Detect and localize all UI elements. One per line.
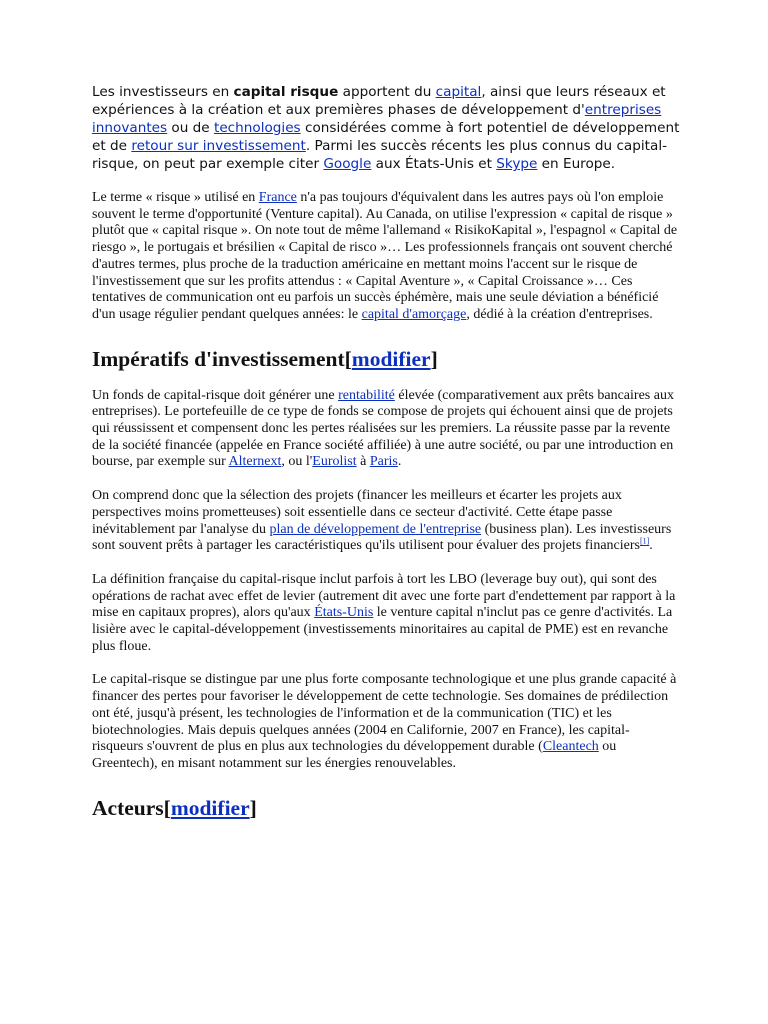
paragraph-terme-risque	[92, 190, 680, 324]
link-capital[interactable]: capital	[435, 84, 482, 100]
text: La définition française du capital-risque inclut parfois à tort les LBO (leverage buy out), qui sont des opérations de rachat avec effet de levier (autrement dit avec une forte part d'endettement par rapport à la mise en capitaux propres), alors qu'aux	[92, 571, 676, 621]
text: , ainsi que leurs réseaux et expériences à la création et aux premières phases de développement d'	[92, 84, 666, 118]
link-alternext[interactable]: Alternext	[228, 454, 282, 470]
paragraph-selection-projets	[92, 488, 680, 555]
paragraph-definition-lbo	[92, 572, 680, 656]
text: ou de	[167, 120, 214, 136]
link-etats-unis[interactable]: États-Unis	[314, 605, 374, 621]
bold-term: capital risque	[233, 84, 339, 100]
bracket: ]	[430, 346, 438, 371]
text: , ou l'	[281, 454, 313, 470]
text: Le terme « risque » utilisé en	[92, 190, 259, 205]
text: en Europe.	[537, 156, 616, 172]
paragraph-technologie	[92, 672, 680, 772]
bracket: [	[344, 346, 352, 371]
link-eurolist[interactable]: Eurolist	[312, 454, 357, 470]
text: .	[397, 454, 402, 470]
bracket: [	[163, 795, 171, 820]
text: élevée (comparativement aux prêts bancaires aux entreprises). Le portefeuille de ce type de fonds se compose de projets qui échouent ainsi que de projets qui réussissent et compensent donc les pertes réalisées sur les premiers. La réussite passe par la revente de la société financée (appelée en France société affiliée) à une autre société, ou par une introduction en bourse, par exemple sur	[92, 387, 674, 470]
edit-section-link[interactable]: modifier	[351, 346, 431, 371]
link-entreprises[interactable]: entreprises	[584, 102, 662, 118]
link-capital-amorcage[interactable]: capital d'amorçage	[361, 306, 467, 322]
text: Le capital-risque se distingue par une plus forte composante technologique et une plus grande capacité à financer des pertes pour favoriser le développement de cette technologie. Ses domaines de prédilection ont été, jusqu'à présent, les technologies de l'information et de la communication (TIC) et les biotechnologies. Mais depuis quelques années (2004 en Californie, 2007 en France), les capital-risqueurs s'ouvrent de plus en plus aux technologies du développement durable (	[92, 672, 677, 755]
text: aux États-Unis et	[371, 156, 497, 172]
text: (business plan). Les investisseurs sont souvent prêts à partager les caractéristiques qu'ils utilisent pour évaluer des projets financiers	[92, 521, 672, 554]
text: considérées comme à fort potentiel de développement et de	[92, 120, 680, 154]
text: On comprend donc que la sélection des projets (financer les meilleurs et écarter les projets aux perspectives moins prometteuses) soit essentielle dans ce secteur d'activité. Cette étape passe inévitablement par l'analyse du	[92, 488, 622, 537]
text: ou Greentech), en misant notamment sur les énergies renouvelables.	[92, 739, 617, 771]
edit-section-link[interactable]: modifier	[170, 795, 250, 820]
link-google[interactable]: Google	[323, 156, 372, 172]
text: , dédié à la création d'entreprises.	[466, 306, 653, 322]
link-cleantech[interactable]: Cleantech	[542, 739, 599, 755]
text: le venture capital n'inclut pas ce genre d'activités. La lisière avec le capital-développement (investissements minoritaires au capital de PME) est en revanche plus floue.	[92, 605, 673, 654]
link-retour-sur-investissement[interactable]: retour sur investissement	[131, 138, 306, 154]
paragraph-rentabilite	[92, 388, 680, 472]
reference-link[interactable]: [1]	[639, 536, 650, 546]
section-heading-imperatifs	[92, 346, 680, 372]
text: apportent du	[338, 84, 436, 100]
bracket: ]	[249, 795, 257, 820]
text: Un fonds de capital-risque doit générer une	[92, 387, 339, 403]
intro-paragraph	[92, 83, 680, 173]
link-france[interactable]: France	[258, 190, 297, 205]
text: .	[649, 538, 653, 554]
heading-text: Acteurs	[92, 795, 164, 820]
text: n'a pas toujours d'équivalent dans les autres pays où l'on emploie souvent le terme d'opportunité (Venture capital). Au Canada, on utilise l'expression « capital de risque » plutôt que « capital risque ». On note tout de même l'allemand « RisikoKapital », l'espagnol « Capital de riesgo », le portugais et brésilien « Capital de risco »… Les professionnels français ont souvent cherché d'autres termes, plus proche de la traduction américaine en mettant moins l'accent sur le risque de l'investissement que sur les profits attendus : « Capital Aventure », « Capital Croissance »… Ces tentatives de communication ont eu parfois un succès éphémère, mais une seule déviation a bénéficié d'un usage régulier pendant quelques années: le	[92, 190, 678, 322]
link-technologies[interactable]: technologies	[213, 120, 301, 136]
text: à	[356, 454, 370, 470]
heading-text: Impératifs d'investissement	[92, 346, 345, 371]
link-innovantes[interactable]: innovantes	[92, 120, 168, 136]
article-body	[92, 83, 680, 837]
link-skype[interactable]: Skype	[496, 156, 538, 172]
link-rentabilite[interactable]: rentabilité	[338, 387, 395, 403]
link-plan-developpement[interactable]: plan de développement de l'entreprise	[269, 521, 482, 537]
link-paris[interactable]: Paris	[369, 454, 398, 470]
section-heading-acteurs	[92, 795, 680, 821]
text: . Parmi les succès récents les plus connus du capital-risque, on peut par exemple citer	[92, 138, 668, 172]
text: Les investisseurs en	[92, 84, 234, 100]
